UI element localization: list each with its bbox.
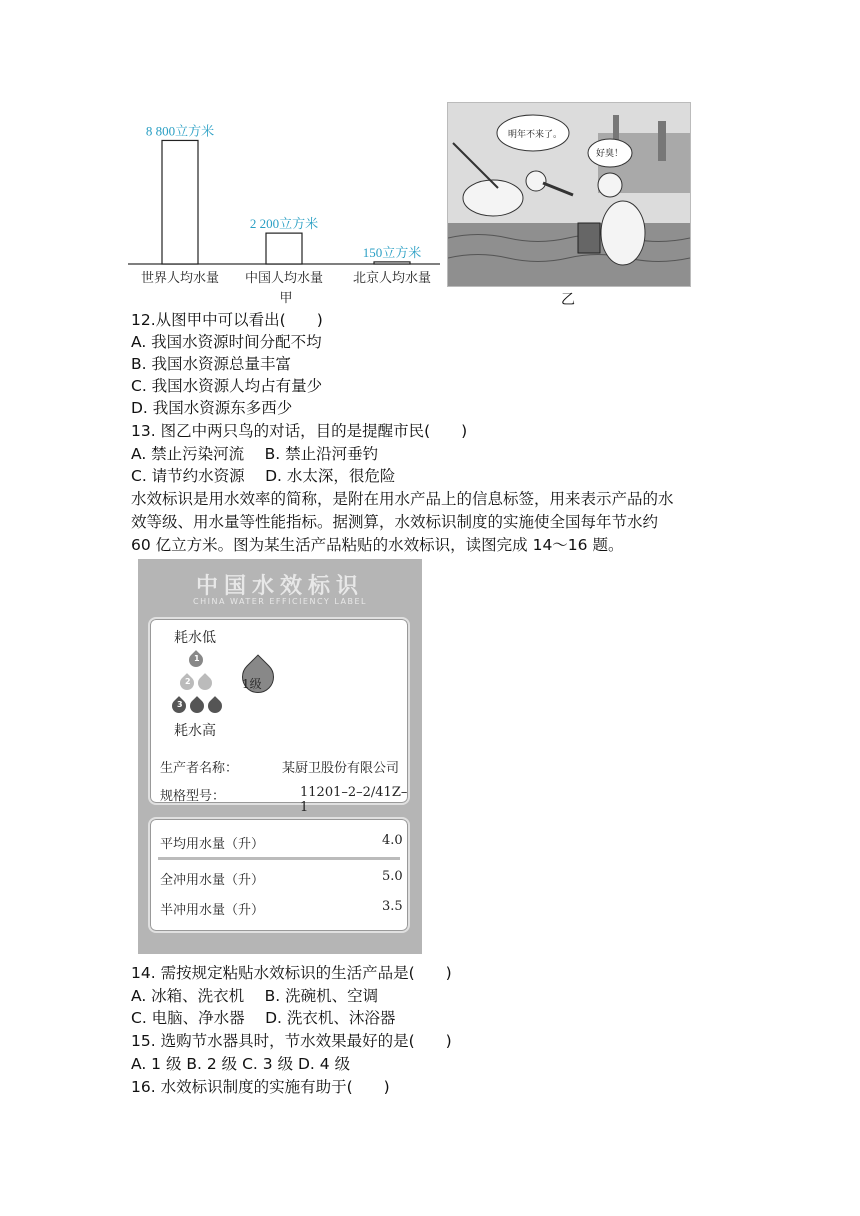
water-drop-icon [195, 673, 215, 693]
category-label-china: 中国人均水量 [244, 271, 324, 286]
full-flush-key: 全冲用水量（升） [160, 873, 265, 888]
left-speech-bubble: 明年不来了。 [508, 130, 563, 140]
question-15-options: A. 1 级 B. 2 级 C. 3 级 D. 4 级 [131, 1055, 351, 1073]
label-consumption-panel [148, 817, 410, 933]
polluted-river-cartoon [447, 102, 691, 287]
question-14-options-ab: A. 冰箱、洗衣机 B. 洗碗机、空调 [131, 987, 379, 1005]
label-grade-panel [148, 617, 410, 815]
drop-grade-3: 3 [177, 700, 183, 709]
intro-line-1: 水效标识是用水效率的简称，是附在用水产品上的信息标签，用来表示产品的水 [131, 490, 674, 508]
model-value: 11201–2–2/41Z–1 [300, 785, 408, 815]
right-speech-bubble: 好臭！ [596, 149, 624, 159]
data-label-world: 8 800立方米 [145, 123, 215, 139]
water-drop-icon [205, 696, 225, 716]
data-label-beijing: 150立方米 [362, 244, 422, 260]
half-flush-value: 3.5 [382, 899, 403, 914]
question-14: 14. 需按规定粘贴水效标识的生活产品是( ) [131, 964, 452, 982]
bar-world [162, 140, 198, 264]
category-label-beijing: 北京人均水量 [352, 271, 432, 286]
label-subtitle: CHINA WATER EFFICIENCY LABEL [193, 597, 367, 606]
average-water-value: 4.0 [382, 833, 403, 848]
question-13-options-cd: C. 请节约水资源 D. 水太深，很危险 [131, 467, 396, 485]
drop-grade-2: 2 [185, 677, 191, 686]
bar-beijing [374, 262, 410, 264]
label-divider [158, 857, 400, 860]
per-capita-water-chart [128, 118, 444, 308]
question-12: 12.从图甲中可以看出( ) [131, 311, 323, 329]
category-label-world: 世界人均水量 [140, 271, 220, 286]
question-15: 15. 选购节水器具时，节水效果最好的是( ) [131, 1032, 452, 1050]
manufacturer-value: 某厨卫股份有限公司 [282, 761, 400, 776]
cartoon-caption: 乙 [561, 292, 575, 308]
half-flush-key: 半冲用水量（升） [160, 903, 265, 918]
intro-line-3: 60 亿立方米。图为某生活产品粘贴的水效标识，读图完成 14～16 题。 [131, 536, 624, 554]
cartoon-drawing [448, 103, 690, 286]
question-13-options-ab: A. 禁止污染河流 B. 禁止沿河垂钓 [131, 445, 379, 463]
data-label-china: 2 200立方米 [249, 216, 319, 232]
question-16: 16. 水效标识制度的实施有助于( ) [131, 1078, 390, 1096]
question-12-option-d: D. 我国水资源东多西少 [131, 399, 293, 417]
full-flush-value: 5.0 [382, 869, 403, 884]
question-12-option-c: C. 我国水资源人均占有量少 [131, 377, 323, 395]
question-14-options-cd: C. 电脑、净水器 D. 洗衣机、沐浴器 [131, 1009, 396, 1027]
question-12-option-a: A. 我国水资源时间分配不均 [131, 333, 322, 351]
question-13: 13. 图乙中两只鸟的对话，目的是提醒市民( ) [131, 422, 468, 440]
manufacturer-key: 生产者名称： [160, 761, 239, 776]
intro-line-2: 效等级、用水量等性能指标。据测算，水效标识制度的实施使全国每年节水约 [131, 513, 659, 531]
bar-china [266, 233, 302, 264]
average-water-key: 平均用水量（升） [160, 837, 265, 852]
label-title: 中国水效标识 [195, 573, 364, 599]
grade-indicator-label: 1级 [242, 677, 262, 691]
high-consumption-label: 耗水高 [174, 723, 216, 739]
water-drop-icon [187, 696, 207, 716]
chart-caption: 甲 [279, 291, 293, 306]
low-consumption-label: 耗水低 [174, 630, 216, 646]
question-12-option-b: B. 我国水资源总量丰富 [131, 355, 291, 373]
drop-grade-1: 1 [194, 654, 200, 663]
water-efficiency-label [138, 559, 422, 954]
model-key: 规格型号： [160, 789, 226, 804]
